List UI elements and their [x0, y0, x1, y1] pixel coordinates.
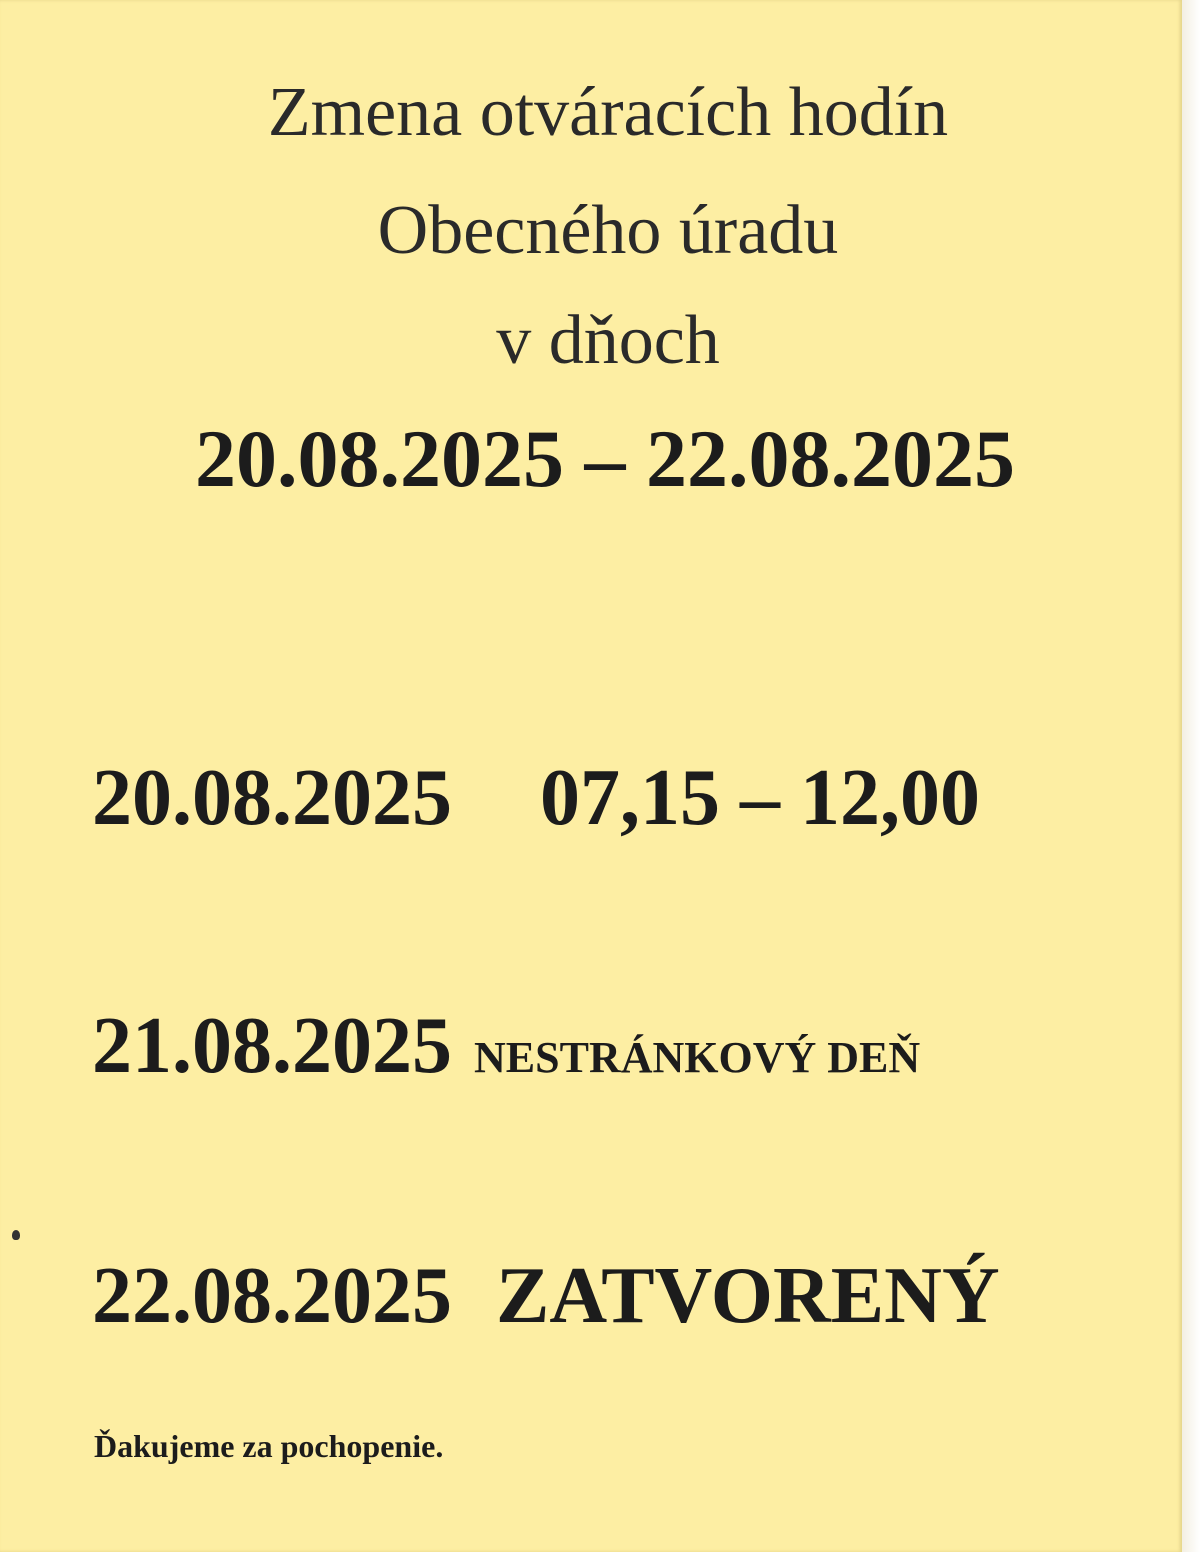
schedule-date: 20.08.2025 [92, 754, 452, 842]
scan-margin [1182, 0, 1200, 1552]
schedule-status: ZATVORENÝ [496, 1252, 1000, 1340]
schedule-date: 21.08.2025 [92, 1002, 452, 1090]
title-line-2: Obecného úradu [377, 192, 839, 269]
title-line-1: Zmena otváracích hodín [267, 74, 949, 151]
schedule-hours: 07,15 – 12,00 [540, 754, 980, 842]
date-range: 20.08.2025 – 22.08.2025 [195, 413, 1015, 504]
schedule-status: NESTRÁNKOVÝ DEŇ [474, 1033, 921, 1082]
schedule-row-1 [92, 754, 980, 842]
title-line-3: v dňoch [496, 302, 720, 379]
schedule-row-3 [92, 1252, 1000, 1340]
ink-speck [12, 1230, 20, 1240]
schedule-row-2 [92, 1002, 921, 1090]
thanks-note: Ďakujeme za pochopenie. [94, 1428, 444, 1464]
schedule-date: 22.08.2025 [92, 1252, 452, 1340]
